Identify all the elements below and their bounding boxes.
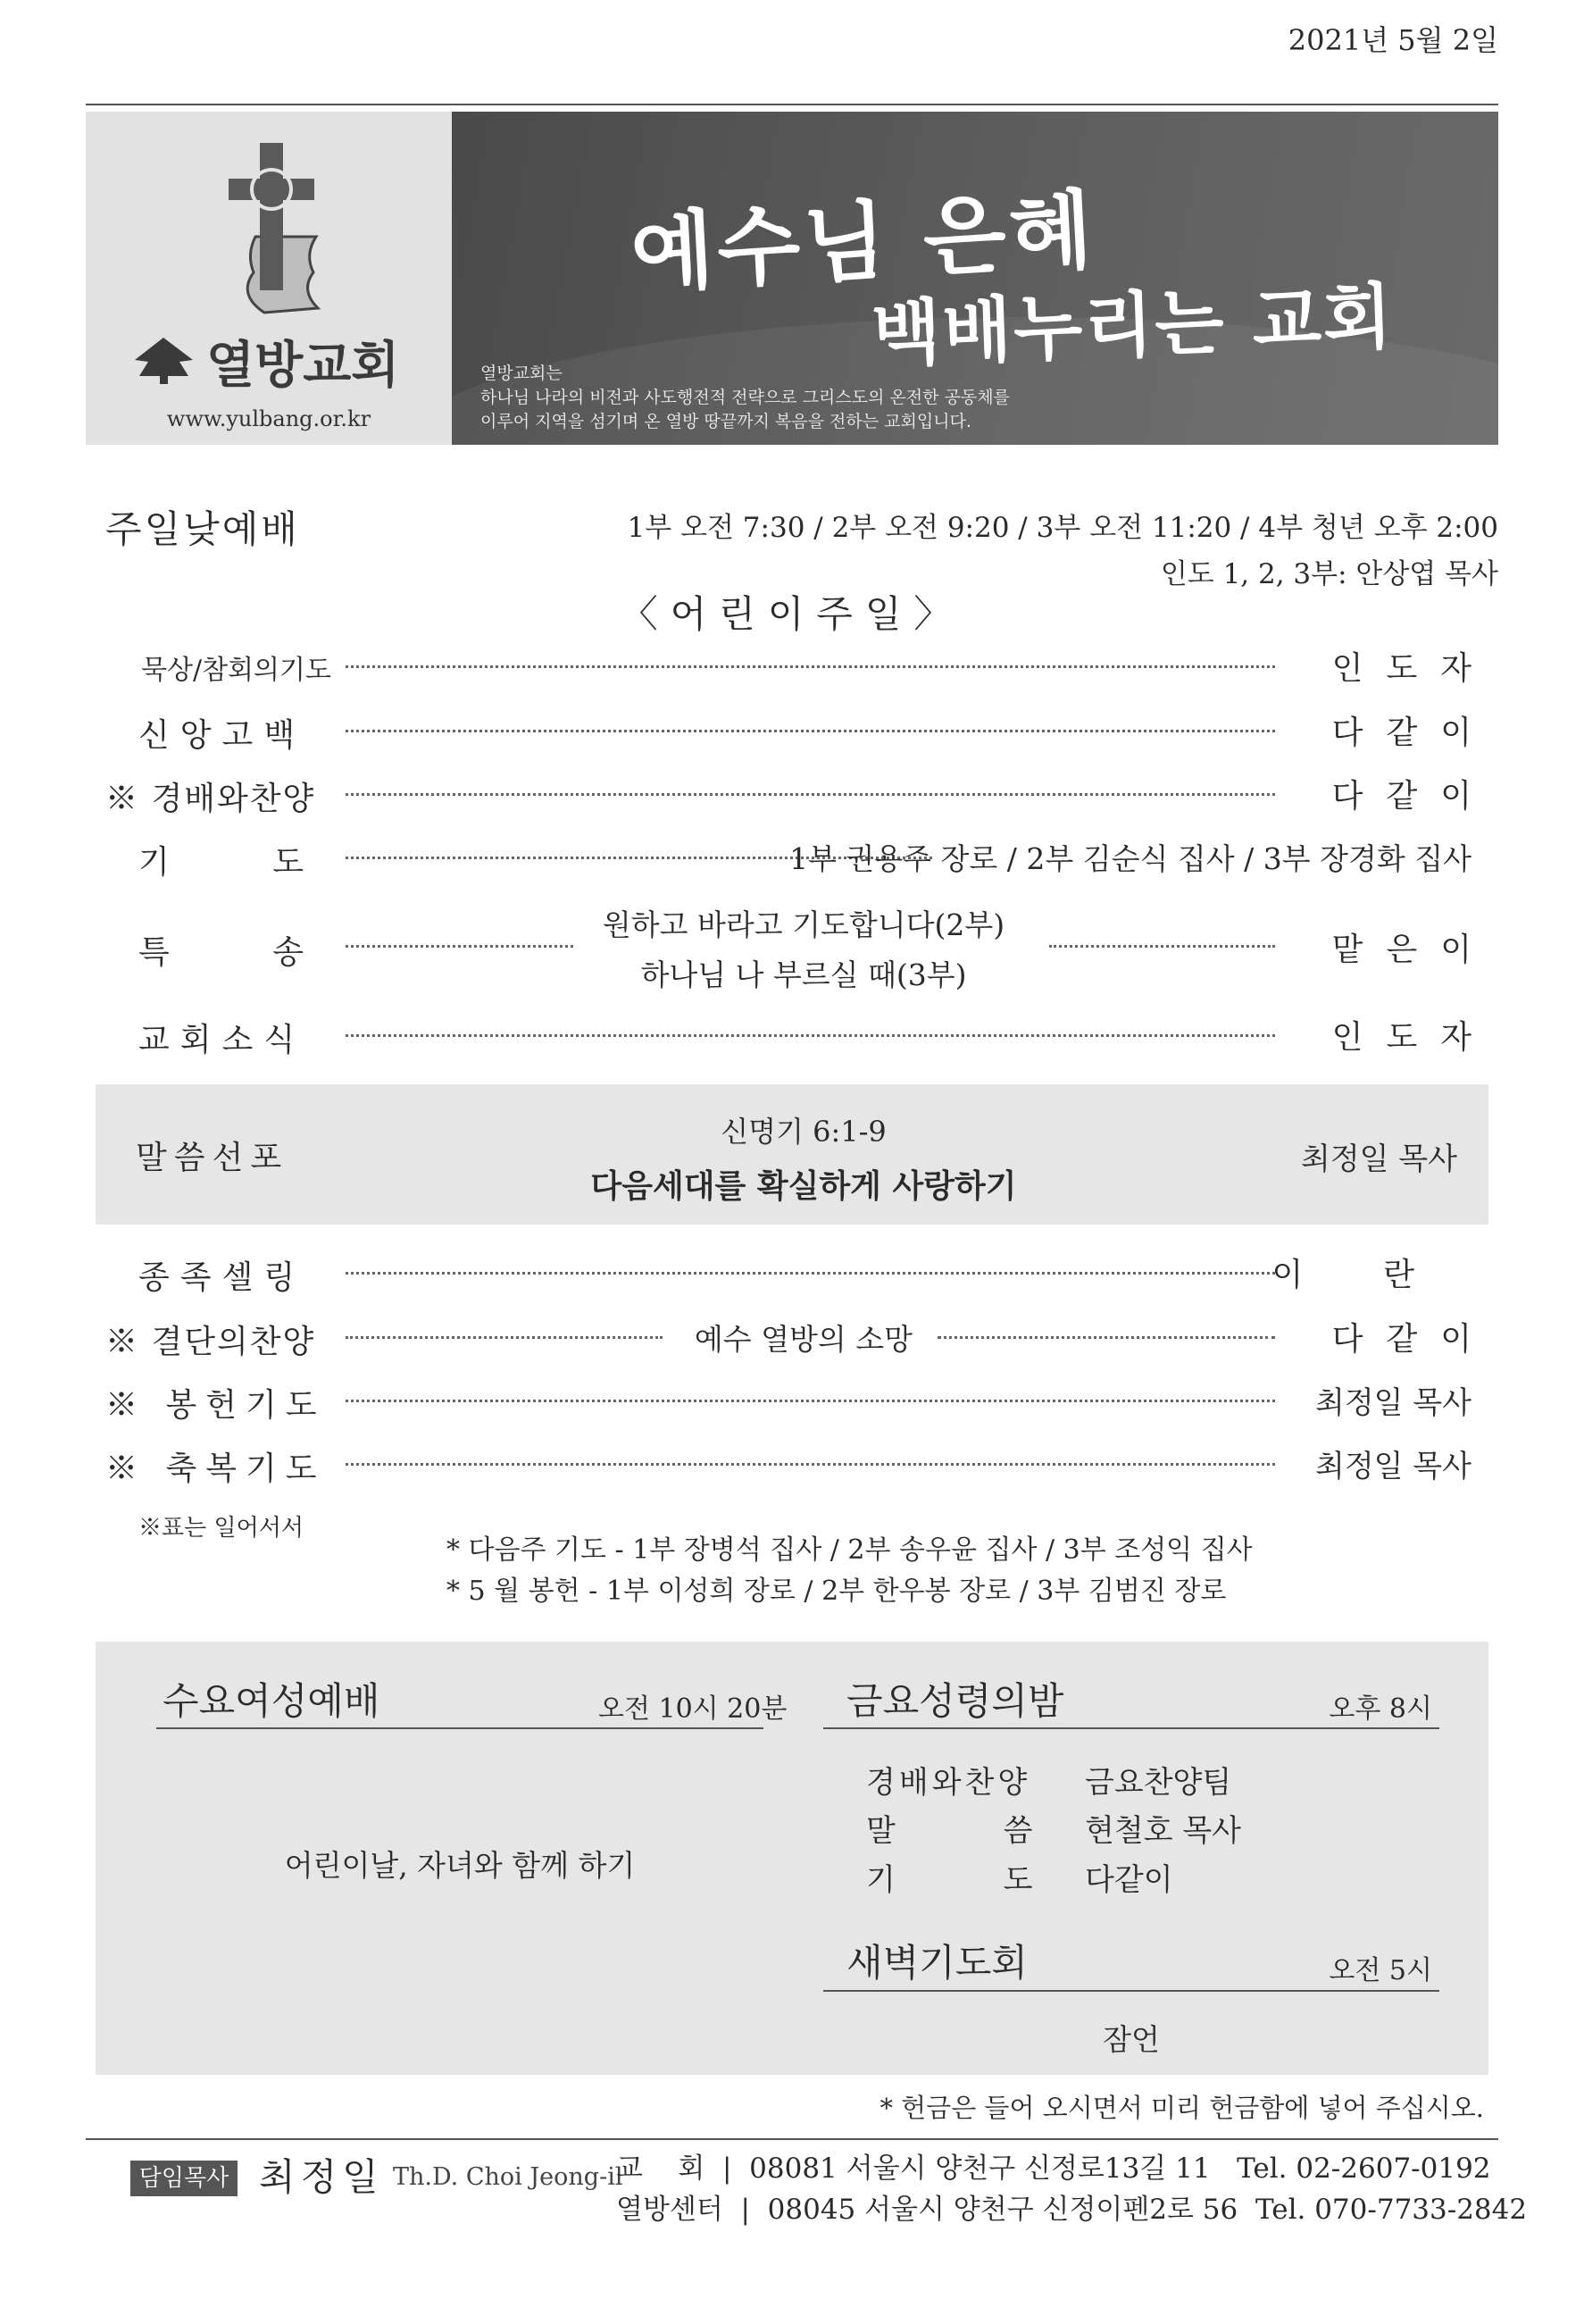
announcement-offering: * 5 월 봉헌 - 1부 이성희 장로 / 2부 한우봉 장로 / 3부 김범진 장로 xyxy=(446,1576,1227,1607)
slogan-line-1: 예수님 은혜 xyxy=(628,180,1099,305)
order-label-offering-prayer: ※ 봉헌기도 xyxy=(105,1387,326,1424)
special-song-titles xyxy=(589,900,1018,1000)
dotted-leader xyxy=(346,1400,1275,1402)
friday-item-label: 경배와찬양 xyxy=(866,1765,1031,1801)
friday-title: 금요성령의밤 xyxy=(846,1679,1064,1723)
friday-item-label: 기 도 xyxy=(866,1862,1033,1898)
wednesday-time: 오전 10시 20분 xyxy=(598,1693,788,1725)
order-label-praise: ※ 경배와찬양 xyxy=(105,781,316,817)
order-right-special-song: 맡은이 xyxy=(1331,932,1495,968)
friday-rule xyxy=(823,1727,1439,1729)
sunday-theme: 〈어린이주일〉 xyxy=(620,592,964,636)
order-right-prayer: 1부 권용주 장로 / 2부 김순식 집사 / 3부 장경화 집사 xyxy=(789,841,1471,876)
footer-rule xyxy=(86,2138,1498,2140)
cross-logo-icon xyxy=(211,138,336,326)
wednesday-content: 어린이날, 자녀와 함께 하기 xyxy=(284,1848,636,1883)
dotted-leader xyxy=(346,1336,663,1339)
order-label-prayer: 기 도 xyxy=(138,844,314,881)
sermon-title: 다음세대를 확실하게 사랑하기 xyxy=(590,1168,1017,1205)
pastor-english-name: Th.D. Choi Jeong-il xyxy=(393,2163,623,2191)
church-name-logo: 열방교회 xyxy=(206,337,400,395)
dotted-leader xyxy=(1049,945,1275,948)
order-right-offering-prayer: 최정일 목사 xyxy=(1314,1385,1471,1421)
order-label-creed: 신앙고백 xyxy=(138,717,306,754)
order-label-news: 교회소식 xyxy=(138,1022,306,1058)
dawn-content: 잠언 xyxy=(1103,2022,1160,2057)
pastor-badge: 담임목사 xyxy=(130,2161,238,2196)
sunday-worship-title: 주일낮예배 xyxy=(105,507,300,551)
wednesday-title: 수요여성예배 xyxy=(163,1679,380,1723)
announcement-prayer: * 다음주 기도 - 1부 장병석 집사 / 2부 송우윤 집사 / 3부 조성익 집사 xyxy=(446,1534,1253,1566)
order-label-blessing: ※ 축복기도 xyxy=(105,1450,326,1487)
banner-desc-line: 열방교회는 xyxy=(480,364,563,383)
special-song-2: 원하고 바라고 기도합니다(2부) xyxy=(602,907,1005,942)
center-address: 열방센터 | 08045 서울시 양천구 신정이펜2로 56 Tel. 070-7733-2842 xyxy=(616,2194,1528,2226)
order-label-cell: 종족셀링 xyxy=(138,1259,306,1296)
order-right-blessing: 최정일 목사 xyxy=(1314,1449,1471,1484)
dotted-leader xyxy=(346,1034,1275,1037)
sermon-preacher: 최정일 목사 xyxy=(1300,1141,1457,1177)
wednesday-rule xyxy=(156,1727,763,1729)
banner-slogan-panel xyxy=(452,112,1498,445)
commit-song-title: 예수 열방의 소망 xyxy=(694,1322,913,1357)
friday-item-value: 금요찬양팀 xyxy=(1085,1765,1232,1801)
banner-logo-panel xyxy=(86,112,452,445)
dotted-leader xyxy=(346,665,1275,668)
order-right-meditation: 인도자 xyxy=(1331,650,1495,687)
tree-logo-icon xyxy=(130,333,197,387)
bulletin-date: 2021년 5월 2일 xyxy=(1288,23,1498,57)
order-label-meditation: 묵상/참회의기도 xyxy=(141,655,331,686)
order-right-creed: 다같이 xyxy=(1331,715,1495,751)
sermon-label: 말씀선포 xyxy=(136,1140,289,1176)
pastor-name: 최정일 xyxy=(259,2155,384,2199)
dotted-leader xyxy=(346,945,573,948)
header-rule xyxy=(86,104,1498,105)
dotted-leader xyxy=(346,1463,1275,1466)
banner-desc-line: 하나님 나라의 비전과 사도행전적 전략으로 그리스도의 온전한 공동체를 xyxy=(480,388,1010,407)
banner-desc-line: 이루어 지역을 섬기며 온 열방 땅끝까지 복음을 전하는 교회입니다. xyxy=(480,412,971,431)
dotted-leader xyxy=(346,1272,1275,1275)
order-right-news: 인도자 xyxy=(1331,1019,1495,1056)
church-address: 교 회 | 08081 서울시 양천구 신정로13길 11 Tel. 02-2607-0192 xyxy=(616,2153,1491,2185)
sunday-times xyxy=(628,505,1498,598)
offering-note: * 헌금은 들어 오시면서 미리 헌금함에 넣어 주십시오. xyxy=(880,2093,1484,2123)
order-label-commit-song: ※ 결단의찬양 xyxy=(105,1324,316,1360)
dotted-leader xyxy=(346,730,1275,732)
dawn-title: 새벽기도회 xyxy=(846,1941,1028,1985)
special-song-3: 하나님 나 부르실 때(3부) xyxy=(640,957,967,992)
friday-item-value: 현철호 목사 xyxy=(1085,1813,1242,1849)
slogan-line-2: 백배누리는 교회 xyxy=(870,274,1396,377)
order-label-special-song: 특 송 xyxy=(138,934,314,971)
order-right-cell: 이란 xyxy=(1271,1257,1495,1293)
service-times: 1부 오전 7:30 / 2부 오전 9:20 / 3부 오전 11:20 / 4부 청년 오후 2:00 xyxy=(627,512,1498,544)
dotted-leader xyxy=(346,793,1275,796)
stand-note: ※표는 일어서서 xyxy=(138,1515,304,1542)
dotted-leader xyxy=(938,1336,1275,1339)
announcements xyxy=(446,1530,1253,1612)
sermon-scripture: 신명기 6:1-9 xyxy=(721,1115,887,1149)
dawn-rule xyxy=(823,1990,1439,1992)
church-url[interactable]: www.yulbang.or.kr xyxy=(166,406,371,431)
friday-time: 오후 8시 xyxy=(1329,1693,1432,1725)
dawn-time: 오전 5시 xyxy=(1329,1955,1432,1986)
banner-description xyxy=(480,362,1010,434)
order-right-commit-song: 다같이 xyxy=(1331,1321,1495,1358)
friday-item-value: 다같이 xyxy=(1085,1862,1173,1898)
service-leader: 인도 1, 2, 3부: 안상엽 목사 xyxy=(1160,558,1498,590)
banner xyxy=(86,112,1498,445)
order-right-praise: 다같이 xyxy=(1331,778,1495,815)
friday-item-label: 말 씀 xyxy=(866,1813,1033,1849)
